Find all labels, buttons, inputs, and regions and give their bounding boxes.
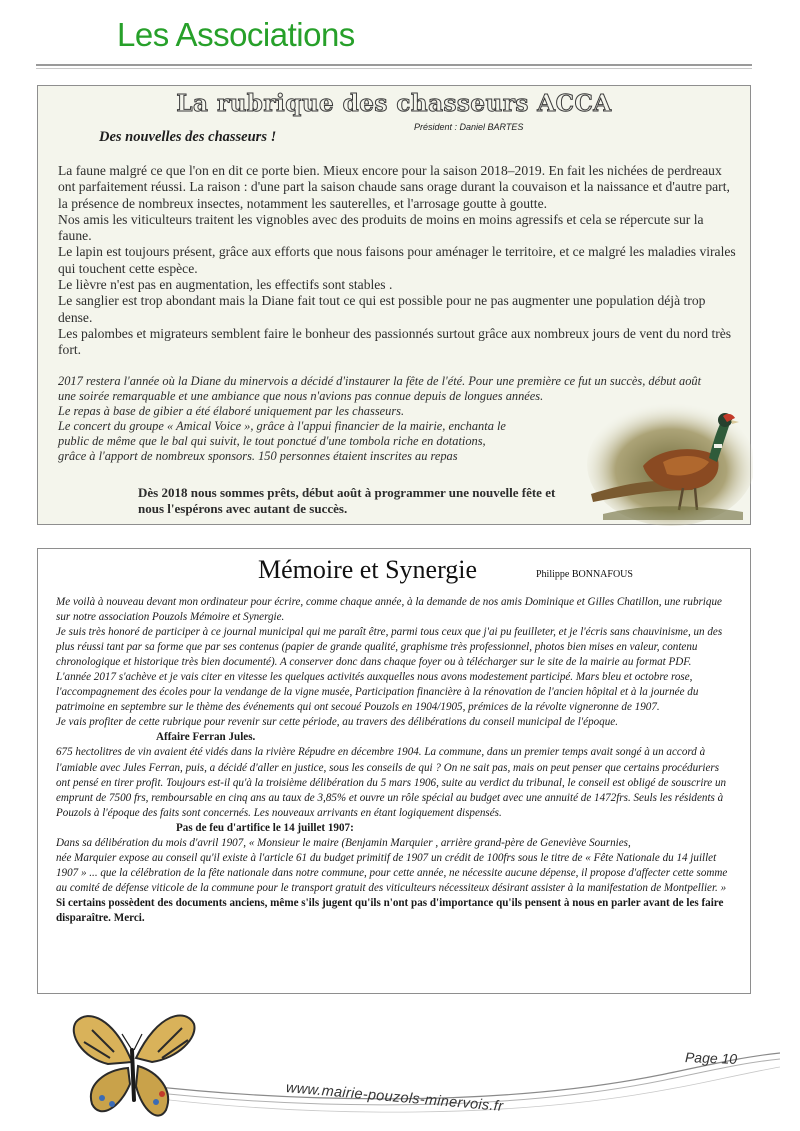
- butterfly-icon: [62, 1000, 202, 1130]
- memoire-paragraph: L'année 2017 s'achève et je vais citer en vitesse les quelques activités auxquelles nous avons modestement participé. Mars bleu et octobre rose, l'accompagnement des écoles pour la vendange de la vigne musée, Participation financière à la rénovation de l'ancien hôpital et à la journée du patrimoine en septembre sur le thème des événements qui ont secoué Pouzols en 1904/1905, prémices de la révolte vigneronne de 1907.: [56, 671, 699, 714]
- acca-paragraph: Le sanglier est trop abondant mais la Diane fait tout ce qui est possible pour ne pas augmenter une population déjà trop dense.: [58, 293, 706, 325]
- acca-section: [37, 85, 751, 525]
- memoire-heading-affaire: Affaire Ferran Jules.: [156, 731, 256, 744]
- header-divider: [36, 64, 752, 66]
- memoire-section: [37, 548, 751, 994]
- acca-fete-line: Le concert du groupe « Amical Voice », grâce à l'appui financier de la mairie, enchanta le: [58, 419, 506, 434]
- memoire-author: Philippe BONNAFOUS: [536, 569, 633, 580]
- acca-fete-line: une soirée remarquable et une ambiance que nous n'avions pas connue depuis de longues années.: [58, 389, 544, 404]
- page-number: Page 10: [684, 1049, 738, 1067]
- memoire-paragraph: Je suis très honoré de participer à ce journal municipal qui me paraît être, parmi tous ceux que j'ai pu feuilleter, et je l'écris sans chauvinisme, un des plus réussi tant par sa forme que par ses contenus (papier de grande qualité, graphisme très professionnel, photos bien mises en valeur, contenu chronologique et historique très bien documenté). A conserver donc dans chaque foyer ou à télécharger sur le site de la mairie au format PDF.: [56, 626, 723, 669]
- memoire-heading-feu: Pas de feu d'artifice le 14 juillet 1907:: [176, 821, 354, 834]
- pheasant-image: [583, 386, 753, 526]
- acca-paragraph: Le lapin est toujours présent, grâce aux efforts que nous faisons pour aménager le territoire, et ce malgré les maladies virales qui touchent cette espèce.: [58, 244, 736, 276]
- memoire-paragraph: Dans sa délibération du mois d'avril 1907, « Monsieur le maire (Benjamin Marquier , arrière grand-père de Geneviève Sournies,: [56, 836, 631, 849]
- memoire-paragraph: Me voilà à nouveau devant mon ordinateur pour écrire, comme chaque année, à la demande de nos amis Dominique et Gilles Chatillon, une rubrique sur notre association Pouzols Mémoire et Synergie.: [56, 596, 722, 624]
- acca-closing-line: Dès 2018 nous sommes prêts, début août à programmer une nouvelle fête et: [138, 485, 556, 500]
- memoire-body: [56, 595, 736, 926]
- acca-closing: [138, 485, 618, 517]
- memoire-paragraph: 675 hectolitres de vin avaient été vidés dans la rivière Répudre en décembre 1904. La commune, dans un premier temps avait songé à un accord à l'amiable avec Jules Ferran, puis, a décidé d'aller en justice, sous les conseils de qui ? On ne sait pas, mais on peut penser que certains procéduriers ont pensé en tirer profit. Toujours est-il qu'à la troisième délibération du 5 mars 1906, suite au verdict du tribunal, le conseil est obligé de souscrire un emprunt de 7500 frs, remboursable en cinq ans au taux de 3,85% et ouvre un rôle spécial au budget avec une annuité de 1472frs. Seuls les résidents à Pouzols à l'époque des faits sont concernés. Les nouveaux arrivants en étant logiquement dispensés.: [56, 746, 727, 819]
- memoire-paragraph: née Marquier expose au conseil qu'il existe à l'article 61 du budget primitif de 1907 un crédit de 100frs sous le titre de « Fête Nationale du 14 juillet 1907 » ... que la célébration de la fête nationale dans notre commune, pour cette année, ne nécessite aucune dépense, il propose d'affecter cette somme au comité de défense viticole de la commune pour le transport gratuit des viticulteurs nécessiteux désirant assister à la manifestation de Montpellier. »: [56, 851, 728, 894]
- acca-fete-line: public de même que le bal qui suivit, le tout ponctué d'une tombola riche en dotations,: [58, 434, 486, 449]
- footer-url[interactable]: www.mairie-pouzols-minervois.fr: [285, 1080, 504, 1115]
- memoire-final: Si certains possèdent des documents anciens, même s'ils jugent qu'ils n'ont pas d'importance qu'ils pensent à nous en parler avant de les faire disparaître. Merci.: [56, 896, 724, 924]
- acca-subtitle: Des nouvelles des chasseurs !: [99, 129, 277, 145]
- acca-body: [58, 163, 740, 359]
- acca-title: La rubrique des chasseurs ACCA: [176, 90, 612, 117]
- acca-president: Président : Daniel BARTES: [414, 122, 524, 132]
- acca-paragraph: La faune malgré ce que l'on en dit ce porte bien. Mieux encore pour la saison 2018–2019. En fait les nichées de perdreaux ont parfaitement réussi. La raison : d'une part la saison chaude sans orage durant la couvaison et la naissance et d'autre part, la présence de nombreux insectes, notamment les sauterelles, et l'arrosage goutte à goutte.: [58, 163, 730, 211]
- acca-fete-line: 2017 restera l'année où la Diane du minervois a décidé d'instaurer la fête de l'été. Pour une première ce fut un succès, début août: [58, 374, 702, 388]
- header-divider-thin: [36, 68, 752, 69]
- acca-fete-line: grâce à l'apport de nombreux sponsors. 150 personnes étaient inscrites au repas: [58, 449, 458, 464]
- memoire-title: Mémoire et Synergie: [258, 555, 478, 584]
- acca-fete-line: Le repas à base de gibier a été élaboré uniquement par les chasseurs.: [58, 404, 405, 419]
- acca-closing-line: nous l'espérons avec autant de succès.: [138, 501, 348, 516]
- acca-paragraph: Nos amis les viticulteurs traitent les vignobles avec des produits de moins en moins agressifs et cela se répercute sur la faune.: [58, 211, 704, 244]
- page-header-title: Les Associations: [117, 16, 355, 53]
- acca-paragraph: Le lièvre n'est pas en augmentation, les effectifs sont stables .: [58, 277, 393, 293]
- memoire-paragraph: Je vais profiter de cette rubrique pour revenir sur cette période, au travers des délibérations du conseil municipal de l'époque.: [56, 716, 618, 729]
- acca-paragraph: Les palombes et migrateurs semblent faire le bonheur des passionnés surtout grâce aux nombreux jours de vent du nord très fort.: [58, 325, 732, 358]
